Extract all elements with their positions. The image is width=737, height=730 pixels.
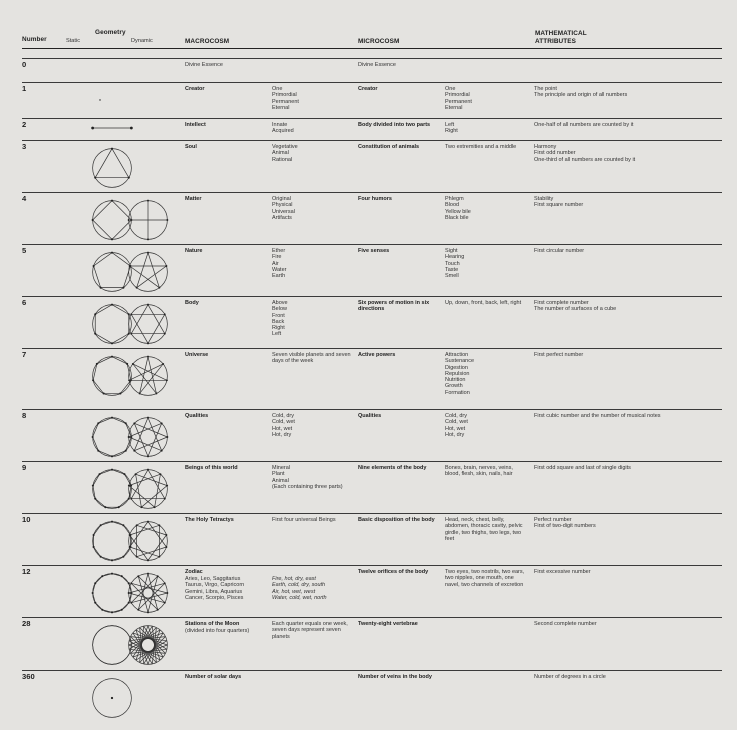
row-rule bbox=[22, 192, 722, 193]
microcosm-items: One Primordial Permanent Eternal bbox=[445, 86, 472, 111]
macrocosm-items: Innate Acquired bbox=[272, 122, 294, 135]
macrocosm-title: Matter bbox=[185, 196, 202, 202]
mathematical-attributes: First perfect number bbox=[534, 352, 584, 358]
mathematical-attributes: First excessive number bbox=[534, 569, 591, 575]
mathematical-attributes: Perfect number First of two-digit numbers bbox=[534, 517, 596, 530]
mathematical-attributes: First circular number bbox=[534, 248, 585, 254]
macrocosm-items: Vegetative Animal Rational bbox=[272, 144, 298, 163]
static-geometry-figure bbox=[90, 146, 134, 190]
row-number: 0 bbox=[22, 60, 27, 69]
header-static: Static bbox=[66, 38, 80, 44]
mathematical-attributes: First odd square and last of single digits bbox=[534, 465, 631, 471]
row-number: 5 bbox=[22, 246, 27, 255]
row-rule bbox=[22, 82, 722, 83]
microcosm-title: Twenty-eight vertebrae bbox=[358, 621, 418, 627]
dynamic-geometry-figure bbox=[126, 519, 170, 563]
macrocosm-items: Mineral Plant Animal (Each containing three parts) bbox=[272, 465, 343, 490]
row-rule bbox=[22, 513, 722, 514]
microcosm-title: Constitution of animals bbox=[358, 144, 420, 150]
row-rule bbox=[22, 296, 722, 297]
row-number: 6 bbox=[22, 298, 27, 307]
row-number: 1 bbox=[22, 84, 27, 93]
row-rule bbox=[22, 617, 722, 618]
microcosm-title: Creator bbox=[358, 86, 378, 92]
dynamic-geometry-figure bbox=[126, 623, 170, 667]
dynamic-geometry-figure bbox=[126, 354, 170, 398]
header-microcosm: MICROCOSM bbox=[358, 38, 400, 45]
mathematical-attributes: First complete number The number of surfaces of a cube bbox=[534, 300, 617, 313]
microcosm-items: Bones, brain, nerves, veins, blood, flesh, skin, nails, hair bbox=[445, 465, 513, 478]
microcosm-items: Two extremities and a middle bbox=[445, 144, 517, 150]
header-rule bbox=[22, 48, 722, 49]
macrocosm-items-detail: Each quarter equals one week, seven days represent seven planets bbox=[272, 621, 348, 640]
mathematical-attributes: First cubic number and the number of musical notes bbox=[534, 413, 661, 419]
row-rule bbox=[22, 140, 722, 141]
mathematical-attributes: Second complete number bbox=[534, 621, 597, 627]
microcosm-title: Number of veins in the body bbox=[358, 674, 432, 680]
row-rule bbox=[22, 244, 722, 245]
macrocosm-title: Zodiac bbox=[185, 569, 203, 575]
macrocosm-title: Creator bbox=[185, 86, 205, 92]
macrocosm-title: Qualities bbox=[185, 413, 209, 419]
microcosm-title: Six powers of motion in six directions bbox=[358, 300, 430, 313]
macrocosm-title: Body bbox=[185, 300, 199, 306]
row-number: 9 bbox=[22, 463, 27, 472]
row-number: 7 bbox=[22, 350, 27, 359]
dynamic-geometry-figure bbox=[126, 250, 170, 294]
row-number: 360 bbox=[22, 672, 35, 681]
macrocosm-title: Nature bbox=[185, 248, 203, 254]
row-rule bbox=[22, 670, 722, 671]
row-rule bbox=[22, 565, 722, 566]
microcosm-title: Divine Essence bbox=[358, 62, 396, 68]
row-number: 28 bbox=[22, 619, 31, 628]
macrocosm-title: Intellect bbox=[185, 122, 206, 128]
microcosm-items: Two eyes, two nostrils, two ears, two nipples, one mouth, one navel, two channels of excretion bbox=[445, 569, 525, 588]
macrocosm-items: Cold, dry Cold, wet Hot, wet Hot, dry bbox=[272, 413, 295, 438]
macrocosm-items: Original Physical Universal Artifacts bbox=[272, 196, 295, 221]
macrocosm-title: Stations of the Moon bbox=[185, 621, 240, 627]
microcosm-items: Cold, dry Cold, wet Hot, wet Hot, dry bbox=[445, 413, 468, 438]
macrocosm-title: Number of solar days bbox=[185, 674, 242, 680]
microcosm-title: Body divided into two parts bbox=[358, 122, 431, 128]
dynamic-geometry-figure bbox=[126, 571, 170, 615]
dynamic-geometry-figure bbox=[126, 198, 170, 242]
microcosm-title: Nine elements of the body bbox=[358, 465, 427, 471]
row-number: 4 bbox=[22, 194, 27, 203]
static-geometry-figure bbox=[90, 106, 134, 150]
macrocosm-title: Soul bbox=[185, 144, 197, 150]
macrocosm-items: One Primordial Permanent Eternal bbox=[272, 86, 299, 111]
header-number: Number bbox=[22, 36, 47, 43]
mathematical-attributes: Stability First square number bbox=[534, 196, 584, 209]
microcosm-title: Qualities bbox=[358, 413, 382, 419]
header-macrocosm: MACROCOSM bbox=[185, 38, 230, 45]
macrocosm-title: Divine Essence bbox=[185, 62, 223, 68]
row-number: 3 bbox=[22, 142, 27, 151]
macrocosm-items: Above Below Front Back Right Left bbox=[272, 300, 288, 338]
mathematical-attributes: Number of degrees in a circle bbox=[534, 674, 606, 680]
row-rule bbox=[22, 409, 722, 410]
dynamic-geometry-figure bbox=[126, 302, 170, 346]
microcosm-title: Basic disposition of the body bbox=[358, 517, 435, 523]
header-dynamic: Dynamic bbox=[131, 38, 153, 44]
header-geometry: Geometry bbox=[95, 29, 126, 36]
dynamic-geometry-figure bbox=[126, 467, 170, 511]
microcosm-title: Twelve orifices of the body bbox=[358, 569, 429, 575]
mathematical-attributes: Harmony First odd number One-third of all numbers are counted by it bbox=[534, 144, 636, 163]
row-number: 10 bbox=[22, 515, 31, 524]
microcosm-items: Phlegm Blood Yellow bile Black bile bbox=[445, 196, 471, 221]
macrocosm-items: Seven visible planets and seven days of the week bbox=[272, 352, 351, 365]
macrocosm-items: First four universal Beings bbox=[272, 517, 336, 523]
microcosm-title: Active powers bbox=[358, 352, 396, 358]
microcosm-items: Attraction Sustenance Digestion Repulsion Nutrition Growth Formation bbox=[445, 352, 475, 396]
row-number: 2 bbox=[22, 120, 27, 129]
microcosm-items: Head, neck, chest, belly, abdomen, thoracic cavity, pelvic girdle, two thighs, two legs, two feet bbox=[445, 517, 523, 542]
macrocosm-items: Aries, Leo, Saggitarius Taurus, Virgo, Capricorn Gemini, Libra, Aquarius Cancer, Scorpio, Pisces bbox=[185, 576, 245, 601]
microcosm-items: Left Right bbox=[445, 122, 458, 135]
row-number: 12 bbox=[22, 567, 31, 576]
row-rule bbox=[22, 58, 722, 59]
header-mathematical-attributes: MATHEMATICAL ATTRIBUTES bbox=[535, 30, 587, 45]
macrocosm-title: Universe bbox=[185, 352, 209, 358]
dynamic-geometry-figure bbox=[126, 415, 170, 459]
macrocosm-items-detail: Fire, hot, dry, east Earth, cold, dry, south Air, hot, wet, west Water, cold, wet, north bbox=[272, 576, 327, 601]
microcosm-title: Five senses bbox=[358, 248, 390, 254]
static-geometry-figure bbox=[90, 676, 134, 720]
macrocosm-items: (divided into four quarters) bbox=[185, 628, 250, 634]
mathematical-attributes: One-half of all numbers are counted by it bbox=[534, 122, 634, 128]
microcosm-items: Sight Hearing Touch Taste Smell bbox=[445, 248, 465, 280]
macrocosm-items: Ether Fire Air Water Earth bbox=[272, 248, 287, 280]
mathematical-attributes: The point The principle and origin of all numbers bbox=[534, 86, 628, 99]
macrocosm-title: The Holy Tetractys bbox=[185, 517, 234, 523]
row-rule bbox=[22, 348, 722, 349]
microcosm-title: Four humors bbox=[358, 196, 392, 202]
microcosm-items: Up, down, front, back, left, right bbox=[445, 300, 522, 306]
row-number: 8 bbox=[22, 411, 27, 420]
row-rule bbox=[22, 461, 722, 462]
macrocosm-title: Beings of this world bbox=[185, 465, 238, 471]
